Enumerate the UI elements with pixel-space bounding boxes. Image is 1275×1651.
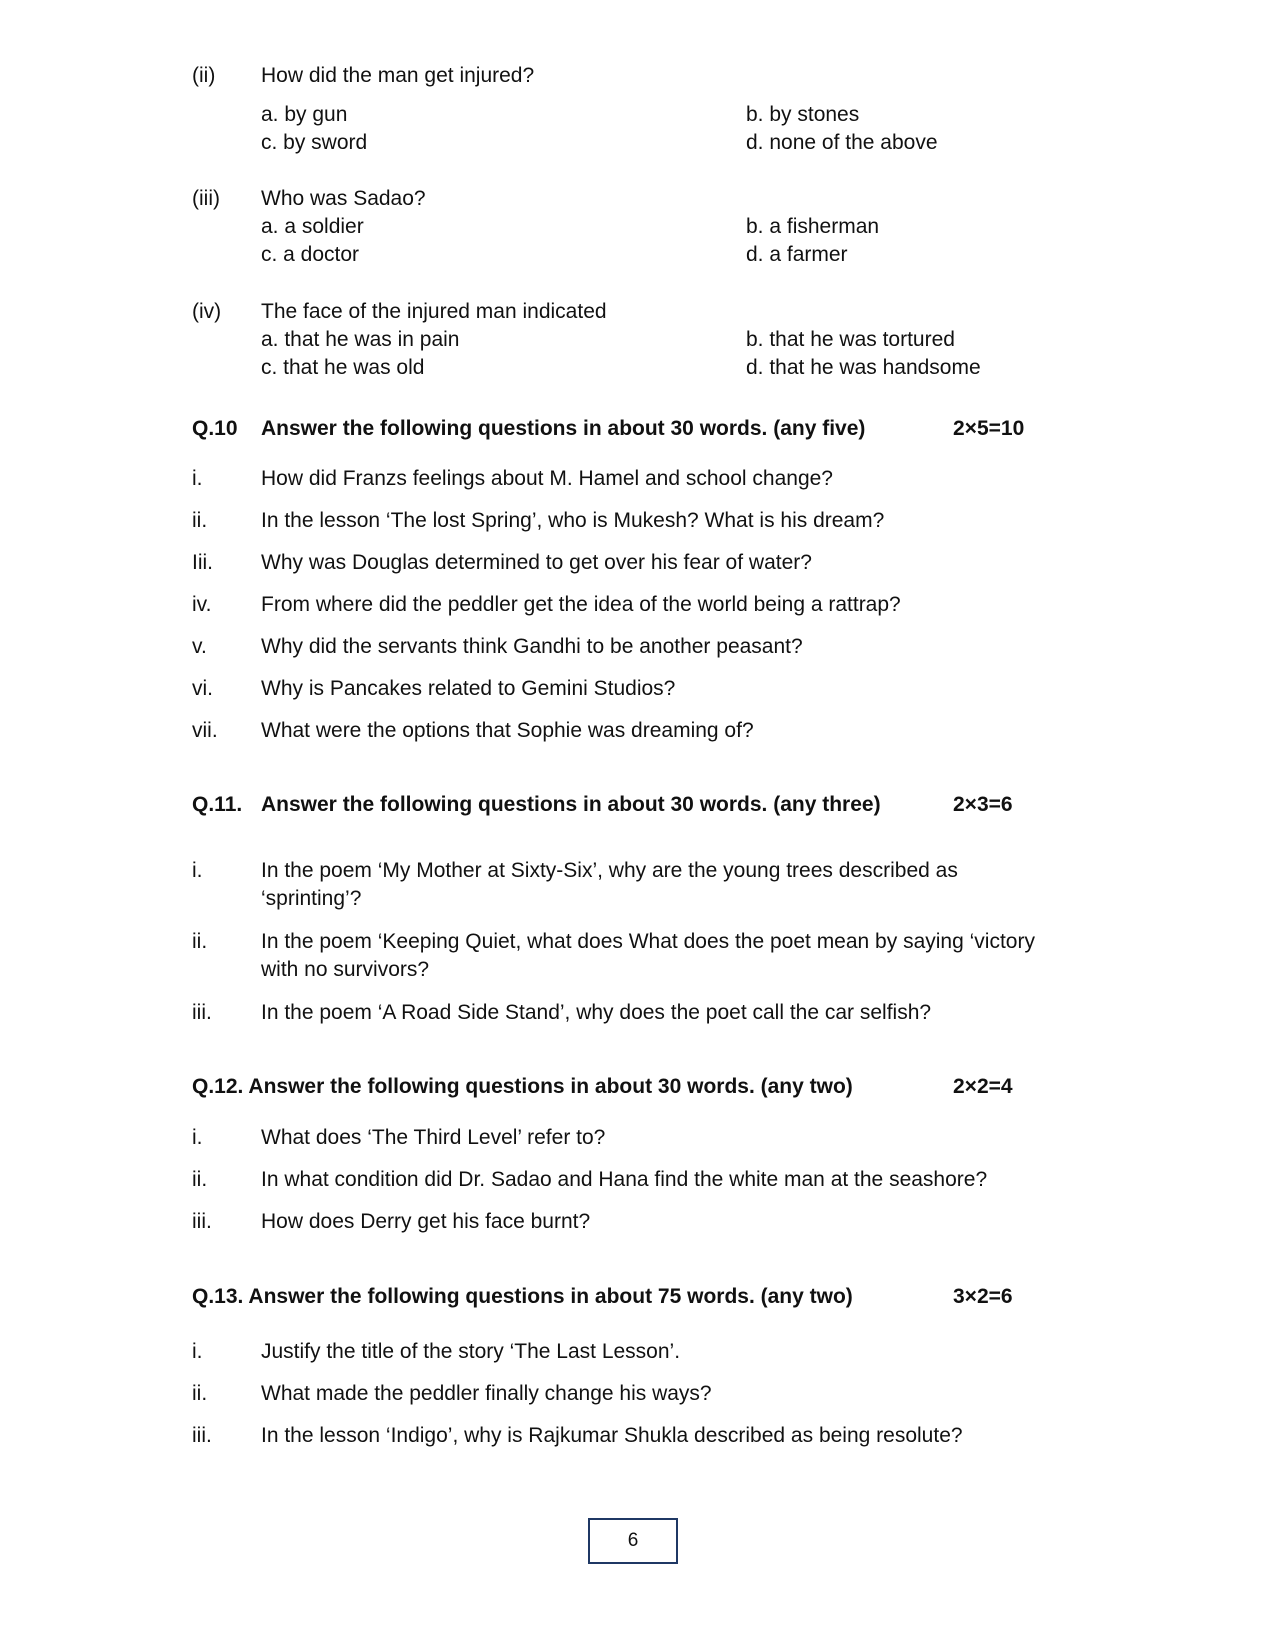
- page-number-box: [588, 1518, 678, 1564]
- sub-question-text: Justify the title of the story ‘The Last Lesson’.: [261, 1340, 681, 1363]
- sub-question-number: Iii.: [192, 551, 213, 574]
- mcq-number: (iii): [192, 187, 220, 210]
- sub-question-number: vi.: [192, 677, 213, 700]
- sub-question-text: How does Derry get his face burnt?: [261, 1210, 591, 1233]
- sub-question-text: Why did the servants think Gandhi to be another peasant?: [261, 635, 803, 658]
- mcq-question-text: How did the man get injured?: [261, 64, 535, 87]
- sub-question-number: v.: [192, 635, 207, 658]
- sub-question-number: ii.: [192, 509, 208, 532]
- sub-question-number: ii.: [192, 1382, 208, 1405]
- sub-question-number: iii.: [192, 1210, 212, 1233]
- sub-question-text: In the lesson ‘Indigo’, why is Rajkumar Shukla described as being resolute?: [261, 1424, 963, 1447]
- sub-question-number: vii.: [192, 719, 218, 742]
- sub-question-number: i.: [192, 1340, 203, 1363]
- sub-question-number: iv.: [192, 593, 212, 616]
- question-instruction: Answer the following questions in about 30 words. (any five): [261, 417, 866, 440]
- sub-question-text: What made the peddler finally change his ways?: [261, 1382, 712, 1405]
- sub-question-text: Why was Douglas determined to get over his fear of water?: [261, 551, 812, 574]
- question-marks: 2×5=10: [953, 417, 1025, 440]
- mcq-question-text: Who was Sadao?: [261, 187, 426, 210]
- sub-question-text: What does ‘The Third Level’ refer to?: [261, 1126, 606, 1149]
- sub-question-number: ii.: [192, 930, 208, 953]
- mcq-question-text: The face of the injured man indicated: [261, 300, 607, 323]
- sub-question-number: ii.: [192, 1168, 208, 1191]
- sub-question-text: In the poem ‘Keeping Quiet, what does What does the poet mean by saying ‘victory with no survivors?: [261, 930, 1035, 981]
- sub-question-number: i.: [192, 859, 203, 882]
- sub-question-text: How did Franzs feelings about M. Hamel and school change?: [261, 467, 833, 490]
- mcq-option: a. that he was in pain: [261, 328, 460, 351]
- mcq-option: a. by gun: [261, 103, 348, 126]
- mcq-option: a. a soldier: [261, 215, 364, 238]
- mcq-option: b. that he was tortured: [746, 328, 955, 351]
- sub-question-number: i.: [192, 467, 203, 490]
- mcq-option: c. a doctor: [261, 243, 360, 266]
- mcq-option: b. a fisherman: [746, 215, 880, 238]
- question-heading: Q.13. Answer the following questions in about 75 words. (any two): [192, 1285, 853, 1308]
- sub-question-text: In what condition did Dr. Sadao and Hana find the white man at the seashore?: [261, 1168, 988, 1191]
- sub-question-text: Why is Pancakes related to Gemini Studios?: [261, 677, 676, 700]
- mcq-option: d. none of the above: [746, 131, 938, 154]
- question-marks: 3×2=6: [953, 1285, 1013, 1308]
- mcq-option: d. a farmer: [746, 243, 848, 266]
- sub-question-number: iii.: [192, 1001, 212, 1024]
- sub-question-text: In the lesson ‘The lost Spring’, who is Mukesh? What is his dream?: [261, 509, 885, 532]
- question-marks: 2×3=6: [953, 793, 1013, 816]
- mcq-number: (iv): [192, 300, 222, 323]
- mcq-option: b. by stones: [746, 103, 860, 126]
- question-number: Q.11.: [192, 793, 243, 816]
- question-heading: Q.12. Answer the following questions in about 30 words. (any two): [192, 1075, 853, 1098]
- mcq-number: (ii): [192, 64, 216, 87]
- sub-question-text: From where did the peddler get the idea of the world being a rattrap?: [261, 593, 901, 616]
- sub-question-text: In the poem ‘A Road Side Stand’, why does the poet call the car selfish?: [261, 1001, 932, 1024]
- question-number: Q.10: [192, 417, 238, 440]
- page-number: 6: [627, 1530, 639, 1551]
- sub-question-number: iii.: [192, 1424, 212, 1447]
- sub-question-text: In the poem ‘My Mother at Sixty-Six’, why are the young trees described as ‘sprinting’?: [261, 859, 958, 910]
- sub-question-number: i.: [192, 1126, 203, 1149]
- mcq-option: c. that he was old: [261, 356, 425, 379]
- mcq-option: c. by sword: [261, 131, 368, 154]
- sub-question-text: What were the options that Sophie was dreaming of?: [261, 719, 754, 742]
- mcq-option: d. that he was handsome: [746, 356, 981, 379]
- question-instruction: Answer the following questions in about 30 words. (any three): [261, 793, 881, 816]
- question-marks: 2×2=4: [953, 1075, 1013, 1098]
